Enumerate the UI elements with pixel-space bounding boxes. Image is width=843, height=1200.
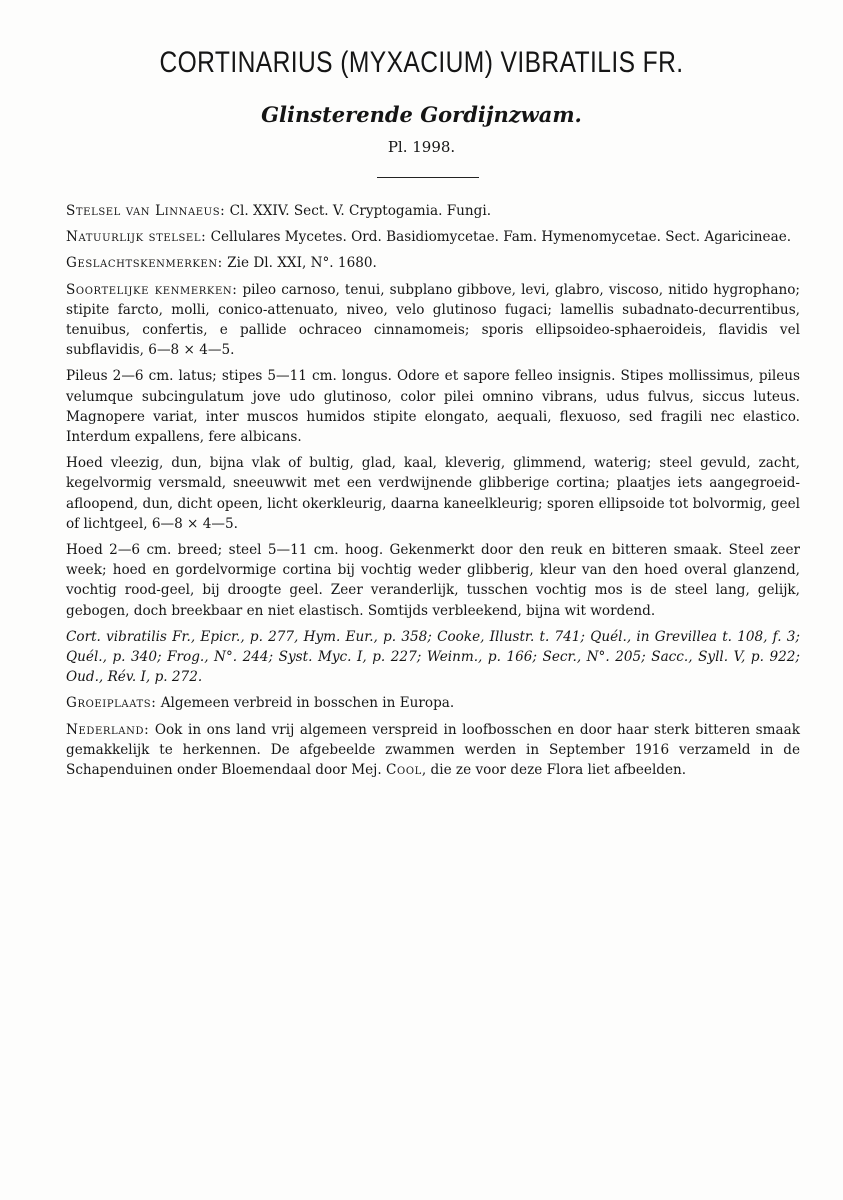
pileus-latin-paragraph: Pileus 2—6 cm. latus; stipes 5—11 cm. longus. Odore et sapore felleo insignis. Stipes mollissimus, pileus velumque subcingulatum jove udo glutinoso, color pilei omnino vibrans, udus fulvus, siccus luteus. Magnopere variat, inter muscos humidos stipite elongato, aequali, flexuoso, sed fragili nec elastico. Interdum expallens, fere albicans. [66, 368, 800, 446]
natural-system-text: Cellulares Mycetes. Ord. Basidiomycetae. Fam. Hymenomycetae. Sect. Agaricineae. [206, 229, 792, 246]
genus-characters-label: Geslachtskenmerken: [66, 255, 223, 272]
genus-characters-paragraph [66, 253, 800, 273]
netherlands-label: Nederland: [66, 721, 150, 738]
plate-number: Pl. 1998. [387, 138, 456, 156]
linnaeus-system-label: Stelsel van Linnaeus: [66, 203, 226, 219]
natural-system-label: Natuurlijk stelsel: [66, 229, 207, 246]
hoed-description-paragraph: Hoed vleezig, dun, bijna vlak of bultig, glad, kaal, kleverig, glimmend, waterig; steel gevuld, zacht, kegelvormig versmald, sneeuwwit met een verdwijnende glibberige cortina; plaatjes iets aangegroeid-afloopend, dun, dicht opeen, licht okerkleurig, daarna kaneelkleurig; sporen ellipsoide tot bolvormig, geel of lichtgeel, 6—8 × 4—5. [66, 455, 800, 532]
species-characters-paragraph [66, 280, 800, 361]
document-body [66, 201, 800, 786]
species-characters-label: Soortelijke kenmerken: [66, 281, 238, 298]
linnaeus-system-paragraph [66, 201, 800, 221]
title-divider [377, 177, 479, 178]
habitat-label: Groeiplaats: [66, 695, 157, 712]
references-paragraph: Cort. vibratilis Fr., Epicr., p. 277, Hym. Eur., p. 358; Cooke, Illustr. t. 741; Quél., in Grevillea t. 108, f. 3; Quél., p. 340; Frog., N°. 244; Syst. Myc. I, p. 227; Weinm., p. 166; Secr., N°. 205; Sacc., Syll. V, p. 922; Oud., Rév. I, p. 272. [66, 628, 800, 686]
dutch-common-name: Glinsterende Gordijnzwam. [261, 102, 582, 127]
genus-characters-text: Zie Dl. XXI, N°. 1680. [222, 255, 377, 272]
netherlands-text-2: , die ze voor deze Flora liet afbeelden. [421, 762, 687, 779]
natural-system-paragraph [66, 227, 800, 247]
netherlands-paragraph [66, 720, 800, 781]
collector-name: Cool [386, 762, 422, 779]
netherlands-text-1: Ook in ons land vrij algemeen verspreid in loofbosschen en door haar sterk bitteren smaak gemakkelijk te herkennen. De afgebeelde zwammen werden in September 1916 verzameld in de Schapenduinen onder Bloemendaal door Mej. [66, 721, 800, 779]
linnaeus-system-text: Cl. XXIV. Sect. V. Cryptogamia. Fungi. [225, 203, 492, 219]
habitat-text: Algemeen verbreid in bosschen in Europa. [156, 695, 455, 712]
hoed-dimensions-paragraph: Hoed 2—6 cm. breed; steel 5—11 cm. hoog. Gekenmerkt door den reuk en bitteren smaak. Steel zeer week; hoed en gordelvormige cortina bij vochtig weder glibberig, kleur van den hoed overal glanzend, vochtig rood-geel, bij droogte geel. Zeer veranderlijk, tusschen vochtig mos is de steel lang, gelijk, gebogen, doch breekbaar en niet elastisch. Somtijds verbleekend, bijna wit wordend. [66, 542, 800, 619]
species-characters-text: pileo carnoso, tenui, subplano gibbove, levi, glabro, viscoso, nitido hygrophano; stipite farcto, molli, conico-attenuato, niveo, velo glutinoso fugaci; lamellis subadnato-decurrentibus, tenuibus, confertis, e pallide ochraceo cinnamomeis; sporis ellipsoideo-sphaeroideis, flavidis vel subflavidis, 6—8 × 4—5. [66, 281, 800, 359]
page-title: CORTINARIUS (MYXACIUM) VIBRATILIS FR. [159, 46, 684, 79]
habitat-paragraph [66, 693, 800, 713]
